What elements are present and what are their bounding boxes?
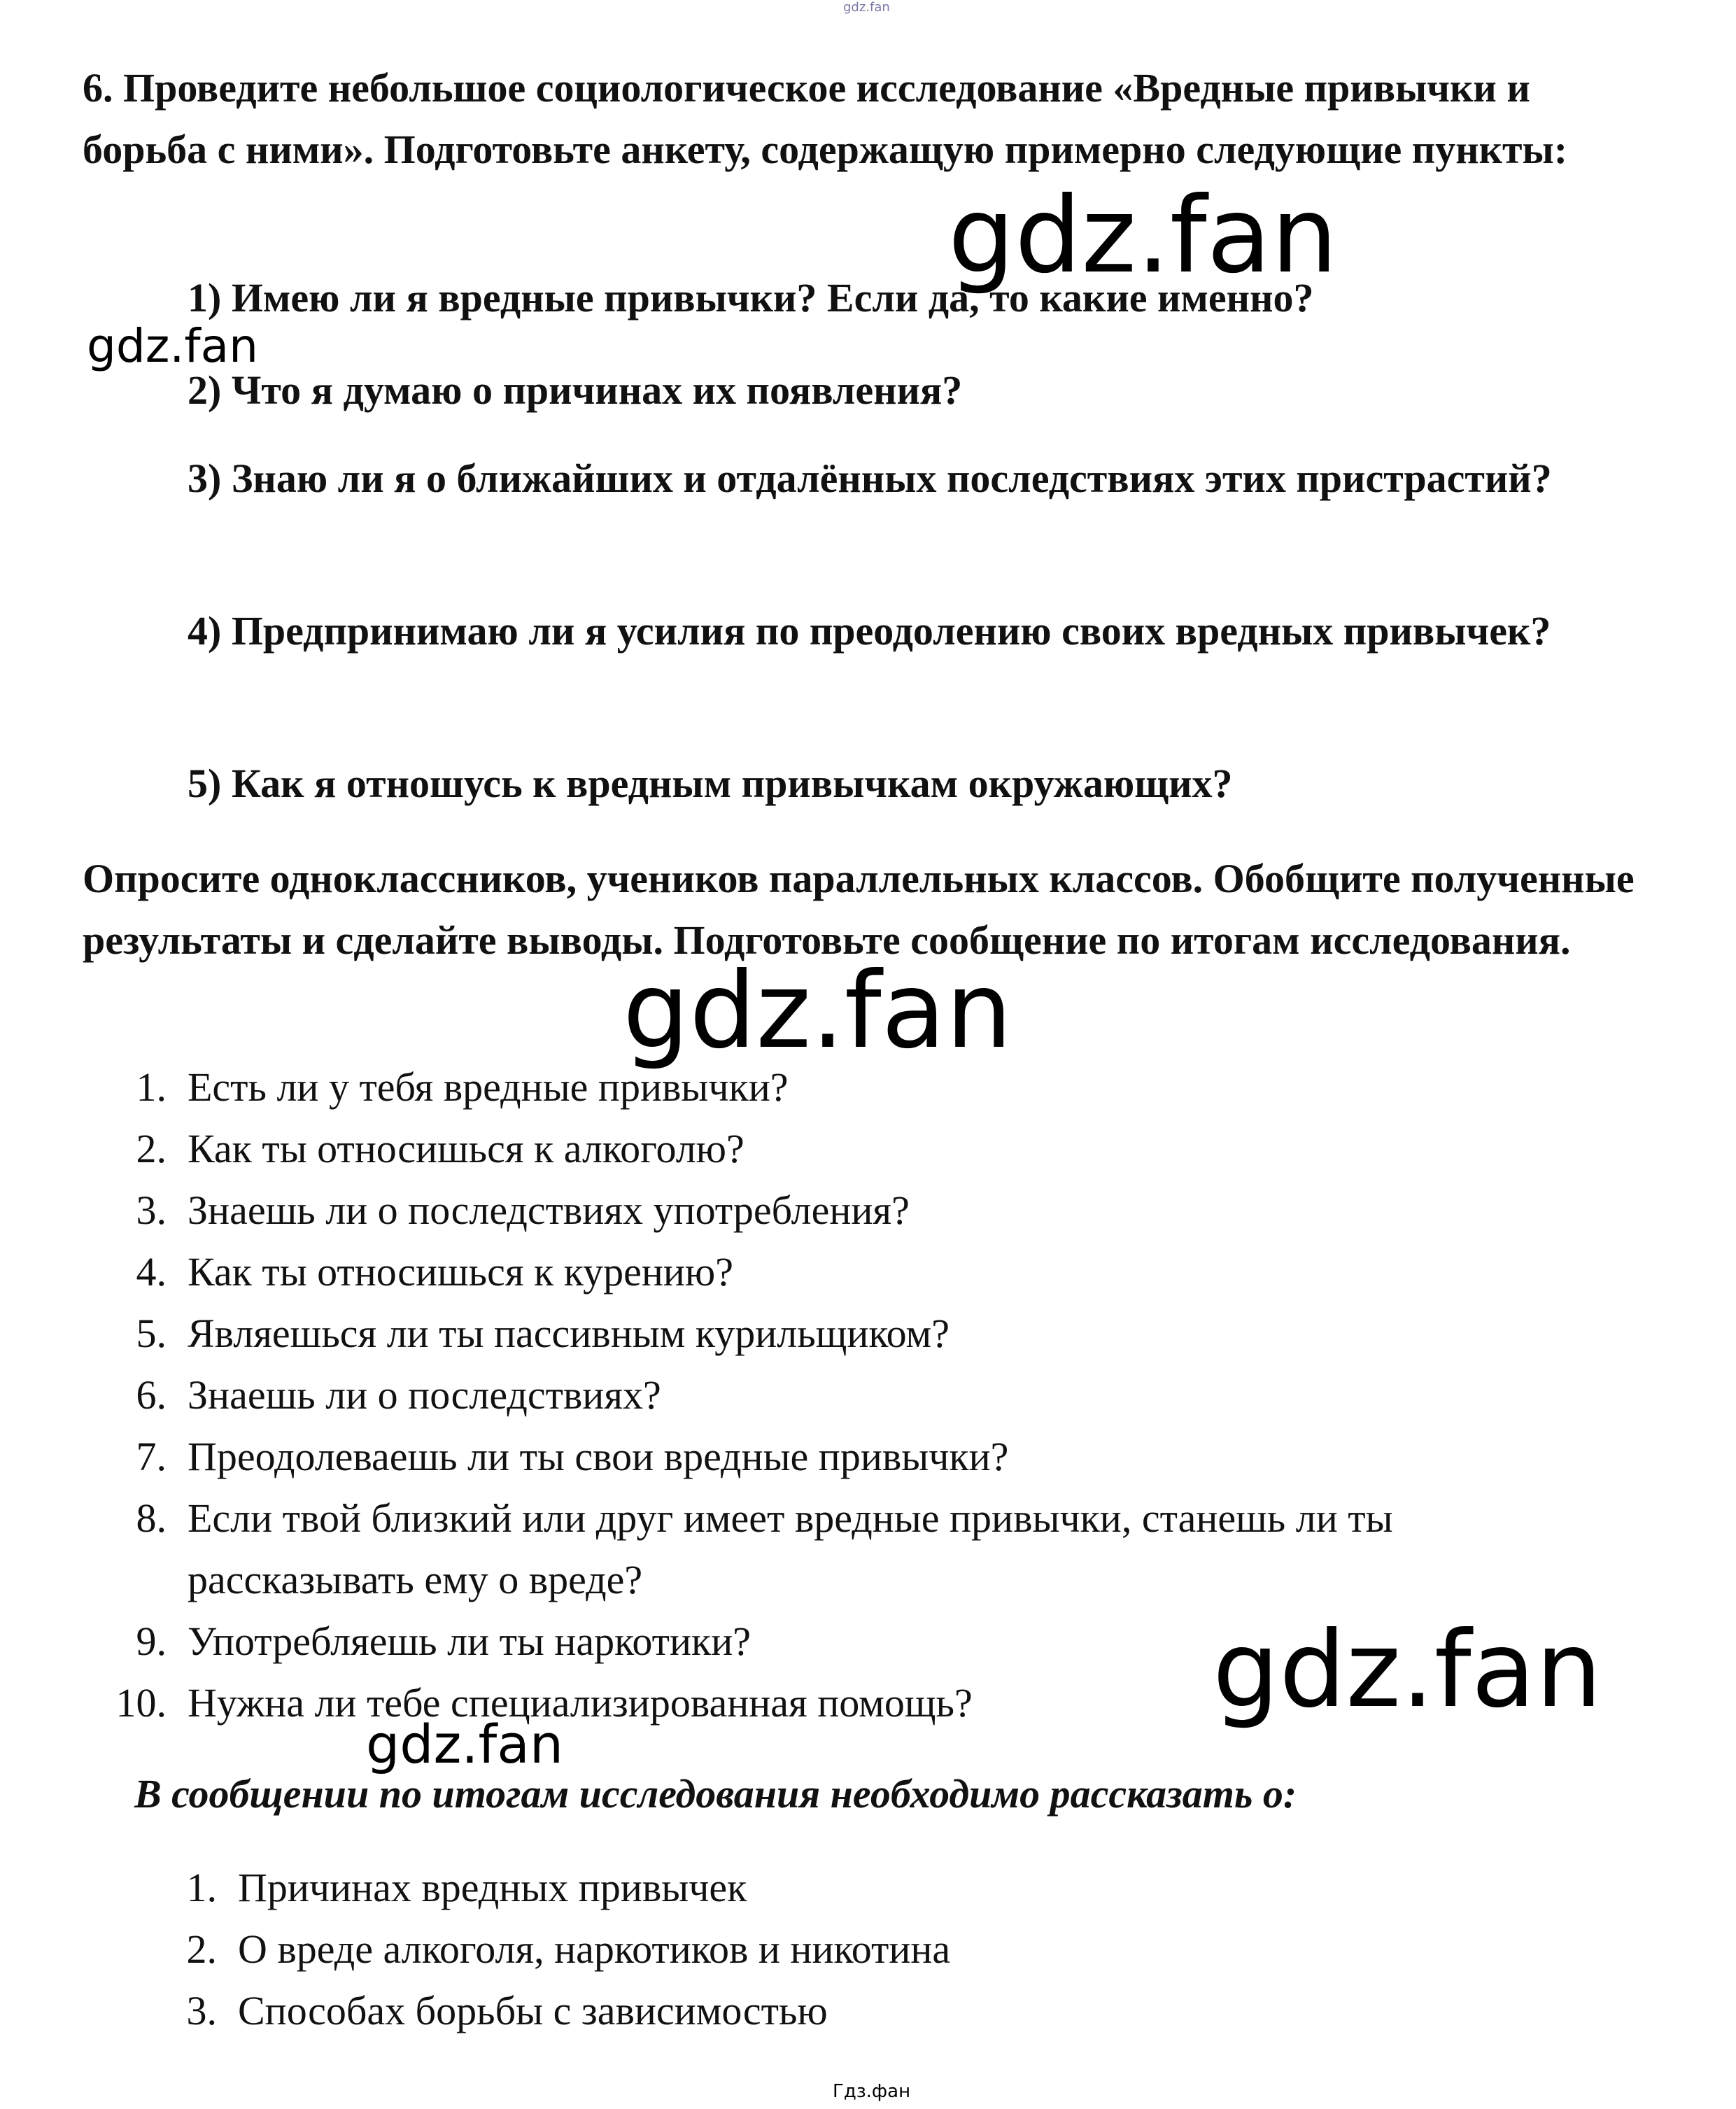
watermark-small: gdz.fan	[366, 1713, 564, 1775]
question-3: 3) Знаю ли я о ближайших и отдалённых последствиях этих пристрастий?	[188, 456, 1552, 501]
list-item	[0, 1303, 1679, 1364]
list-number: 7.	[136, 1434, 167, 1479]
list-number: 4.	[136, 1249, 167, 1295]
list-item-text: Как ты относишься к алкоголю?	[188, 1126, 744, 1171]
list-item-text: Являешься ли ты пассивным курильщиком?	[188, 1311, 950, 1356]
list-item	[0, 1611, 1679, 1672]
task-outro: Опросите одноклассников, учеников параллельных классов. Обобщите полученные результаты и сделайте выводы. Подготовьте сообщение по итогам исследования.	[83, 856, 1635, 963]
list-number: 3.	[136, 1187, 167, 1233]
list-item	[0, 1488, 1679, 1611]
list-item	[0, 1672, 1679, 1734]
watermark-large: gdz.fan	[948, 175, 1338, 297]
question-4: 4) Предпринимаю ли я усилия по преодолению своих вредных привычек?	[188, 608, 1551, 654]
list-item-text: Знаешь ли о последствиях употребления?	[188, 1187, 910, 1233]
list-number: 8.	[136, 1495, 167, 1541]
report-list	[0, 1857, 1679, 2042]
list-item-text: О вреде алкоголя, наркотиков и никотина	[238, 1926, 951, 1972]
list-item-text: Если твой близкий или друг имеет вредные привычки, станешь ли ты рассказывать ему о вреде?	[188, 1495, 1393, 1602]
list-number: 1.	[136, 1064, 167, 1110]
list-item-text: Преодолеваешь ли ты свои вредные привычки?	[188, 1434, 1009, 1479]
list-item	[0, 1426, 1679, 1488]
list-number: 9.	[136, 1618, 167, 1664]
list-item	[0, 1857, 1679, 1919]
list-number: 5.	[136, 1311, 167, 1356]
question-5: 5) Как я отношусь к вредным привычкам окружающих?	[188, 761, 1233, 806]
list-item	[0, 1364, 1679, 1426]
list-item	[0, 1057, 1679, 1118]
question-2: 2) Что я думаю о причинах их появления?	[188, 367, 963, 413]
question-1: 1) Имею ли я вредные привычки? Если да, то какие именно?	[188, 275, 1314, 320]
list-item-text: Нужна ли тебе специализированная помощь?	[188, 1680, 973, 1726]
list-number: 10.	[115, 1680, 167, 1726]
list-item-text: Знаешь ли о последствиях?	[188, 1372, 661, 1418]
list-number: 3.	[186, 1988, 217, 2033]
list-number: 2.	[186, 1926, 217, 1972]
watermark-small: gdz.fan	[87, 319, 258, 373]
list-item-text: Есть ли у тебя вредные привычки?	[188, 1064, 789, 1110]
list-item	[0, 1241, 1679, 1303]
survey-list	[0, 1057, 1679, 1734]
watermark-footer: Гдз.фан	[833, 2081, 911, 2102]
list-item-text: Как ты относишься к курению?	[188, 1249, 733, 1295]
list-item	[0, 1180, 1679, 1241]
watermark-large: gdz.fan	[623, 950, 1012, 1072]
watermark-top: gdz.fan	[843, 0, 890, 15]
watermark-large: gdz.fan	[1213, 1609, 1602, 1731]
list-number: 2.	[136, 1126, 167, 1171]
list-item	[0, 1980, 1679, 2042]
report-heading: В сообщении по итогам исследования необходимо рассказать о:	[134, 1771, 1297, 1817]
list-item-text: Способах борьбы с зависимостью	[238, 1988, 828, 2033]
task-intro: 6. Проведите небольшое социологическое исследование «Вредные привычки и борьба с ними». Подготовьте анкету, содержащую примерно следующие пункты:	[83, 65, 1568, 172]
list-number: 1.	[186, 1865, 217, 1910]
list-item	[0, 1919, 1679, 1980]
list-number: 6.	[136, 1372, 167, 1418]
list-item	[0, 1118, 1679, 1180]
list-item-text: Причинах вредных привычек	[238, 1865, 747, 1910]
list-item-text: Употребляешь ли ты наркотики?	[188, 1618, 751, 1664]
